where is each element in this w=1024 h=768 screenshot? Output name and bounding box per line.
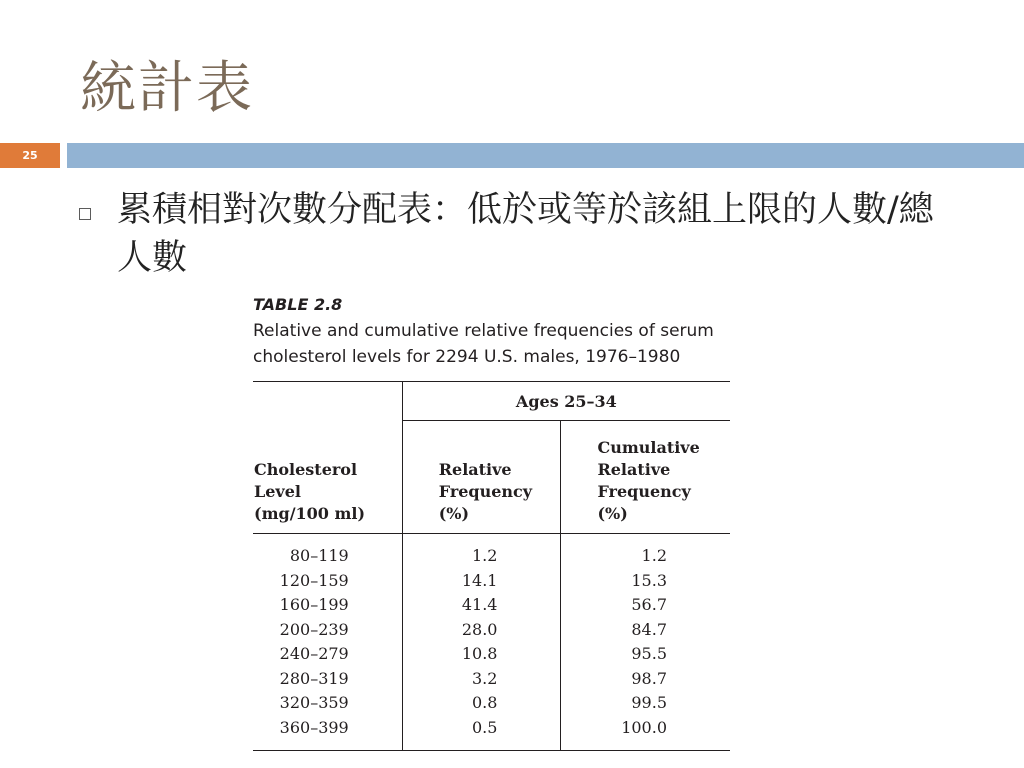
table-caption bbox=[253, 295, 753, 370]
column-header-cholesterol-level bbox=[253, 421, 402, 534]
cell-level: 240–279 bbox=[253, 642, 402, 667]
page-number-badge bbox=[0, 143, 60, 168]
header-line: Relative bbox=[597, 460, 671, 479]
header-line: Frequency bbox=[597, 482, 691, 501]
header-line: Frequency bbox=[438, 482, 533, 501]
cell-level: 200–239 bbox=[253, 618, 402, 643]
table-row bbox=[253, 618, 730, 643]
cell-cumulative: 98.7 bbox=[631, 668, 667, 688]
table-row bbox=[253, 534, 730, 569]
cell-level: 280–319 bbox=[253, 667, 402, 692]
cell-cumulative: 100.0 bbox=[621, 717, 667, 737]
table-row bbox=[253, 716, 730, 751]
cholesterol-table bbox=[253, 381, 730, 751]
table-header-blank bbox=[253, 382, 402, 421]
table-row bbox=[253, 667, 730, 692]
cell-level: 360–399 bbox=[253, 716, 402, 751]
header-line: (%) bbox=[597, 504, 628, 523]
cell-level: 160–199 bbox=[253, 593, 402, 618]
header-line: Cholesterol bbox=[254, 460, 358, 479]
table-row bbox=[253, 593, 730, 618]
cell-relative: 10.8 bbox=[402, 642, 561, 667]
header-line: Level bbox=[254, 482, 301, 501]
cell-level: 80–119 bbox=[253, 534, 402, 569]
table-row bbox=[253, 642, 730, 667]
bullet-text: 累積相對次數分配表：低於或等於該組上限的人數/總人數 bbox=[117, 190, 934, 278]
cell-level: 120–159 bbox=[253, 569, 402, 594]
cell-relative: 41.4 bbox=[402, 593, 561, 618]
table-description: Relative and cumulative relative frequencies of serum cholesterol levels for 2294 U.S. males, 1976–1980 bbox=[253, 321, 714, 367]
cell-cumulative: 99.5 bbox=[631, 693, 667, 712]
header-line: (mg/100 ml) bbox=[254, 504, 366, 523]
cell-level: 320–359 bbox=[253, 691, 402, 716]
cell-relative: 0.8 bbox=[402, 691, 561, 716]
cell-relative: 14.1 bbox=[402, 569, 561, 594]
table-name: TABLE 2.8 bbox=[253, 295, 343, 314]
cell-cumulative: 56.7 bbox=[631, 595, 667, 614]
cell-relative: 1.2 bbox=[402, 534, 561, 569]
cell-relative: 3.2 bbox=[402, 667, 561, 692]
header-line: Cumulative bbox=[597, 438, 700, 457]
table-row bbox=[253, 691, 730, 716]
header-line: (%) bbox=[438, 504, 470, 523]
header-line: Relative bbox=[438, 460, 512, 479]
header-bar bbox=[67, 143, 1024, 168]
cell-relative: 28.0 bbox=[402, 618, 561, 643]
slide-title: 統計表 bbox=[80, 56, 254, 121]
bullet-square-icon bbox=[79, 208, 91, 220]
table-row bbox=[253, 569, 730, 594]
cell-cumulative: 84.7 bbox=[631, 619, 667, 639]
column-header-relative-frequency bbox=[402, 421, 561, 534]
age-group-header: Ages 25–34 bbox=[402, 382, 730, 421]
cell-relative: 0.5 bbox=[402, 716, 561, 751]
column-header-cumulative-relative-frequency bbox=[561, 421, 730, 534]
cell-cumulative: 15.3 bbox=[631, 570, 667, 590]
page-number: 25 bbox=[22, 149, 38, 162]
cell-cumulative: 1.2 bbox=[641, 546, 667, 565]
cell-cumulative: 95.5 bbox=[631, 644, 667, 663]
